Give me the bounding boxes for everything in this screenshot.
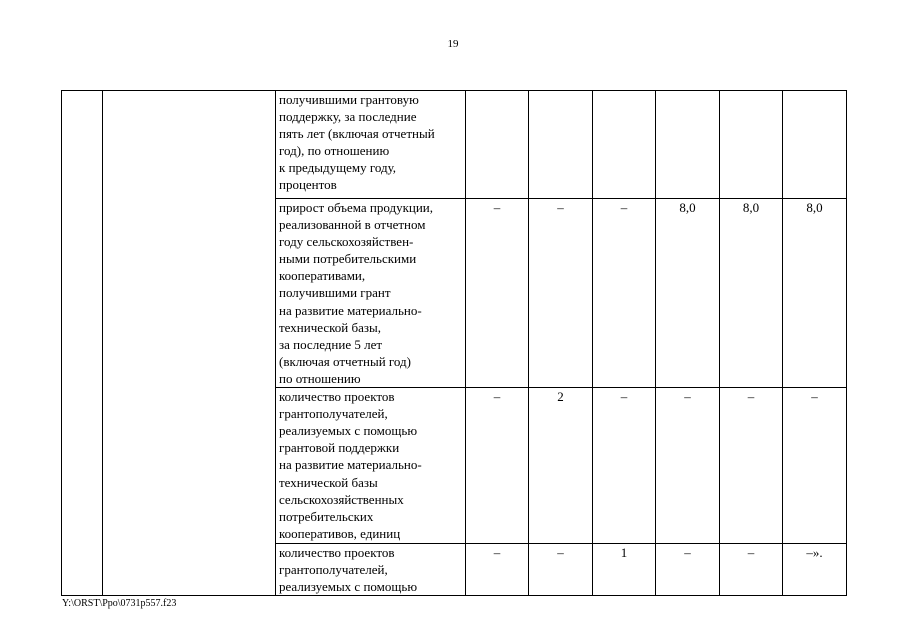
description-line: грантовой поддержки xyxy=(279,440,400,456)
description-line: получившими грант xyxy=(279,285,391,301)
description-line: пять лет (включая отчетный xyxy=(279,126,435,142)
value-cell: – xyxy=(466,544,529,596)
value-cell: – xyxy=(783,388,847,544)
description-line: реализуемых с помощью xyxy=(279,579,418,595)
value-cell: – xyxy=(466,199,529,388)
description-line: году сельскохозяйствен- xyxy=(279,234,414,250)
description-line: кооперативов, единиц xyxy=(279,525,401,541)
value-cell xyxy=(656,91,720,199)
description-line: количество проектов xyxy=(279,389,395,405)
value-cell: – xyxy=(466,388,529,544)
indicators-table xyxy=(61,90,847,596)
value-cell: 8,0 xyxy=(783,199,847,388)
indicator-description xyxy=(276,91,466,199)
description-line: количество проектов xyxy=(279,545,395,561)
description-line: процентов xyxy=(279,177,337,193)
indicator-description xyxy=(276,544,466,596)
value-cell xyxy=(466,91,529,199)
table-row xyxy=(62,91,847,199)
value-cell xyxy=(593,91,656,199)
description-line: кооперативами, xyxy=(279,268,366,284)
page-number: 19 xyxy=(447,38,459,50)
value-cell: –». xyxy=(783,544,847,596)
value-cell: 2 xyxy=(529,388,593,544)
value-cell: – xyxy=(593,199,656,388)
description-line: сельскохозяйственных xyxy=(279,491,404,507)
description-line: реализованной в отчетном xyxy=(279,217,426,233)
description-line: технической базы xyxy=(279,474,378,490)
description-line: реализуемых с помощью xyxy=(279,423,418,439)
description-line: к предыдущему году, xyxy=(279,160,397,176)
description-line: год), по отношению xyxy=(279,143,390,159)
description-line: прирост объема продукции, xyxy=(279,200,434,215)
value-cell: – xyxy=(656,544,720,596)
value-cell: 8,0 xyxy=(720,199,783,388)
value-cell: 8,0 xyxy=(656,199,720,388)
value-cell xyxy=(529,91,593,199)
description-line: технической базы, xyxy=(279,319,381,335)
value-cell xyxy=(720,91,783,199)
value-cell: – xyxy=(720,544,783,596)
description-line: потребительских xyxy=(279,508,374,524)
value-cell xyxy=(783,91,847,199)
description-line: (включая отчетный год) xyxy=(279,353,411,369)
description-line: за последние 5 лет xyxy=(279,336,383,352)
value-cell: – xyxy=(720,388,783,544)
empty-cell-col-2 xyxy=(103,91,276,596)
description-line: грантополучателей, xyxy=(279,406,388,422)
value-cell: – xyxy=(529,199,593,388)
description-line: поддержку, за последние xyxy=(279,109,417,125)
value-cell: – xyxy=(656,388,720,544)
table-body xyxy=(62,91,847,596)
value-cell: – xyxy=(593,388,656,544)
indicator-description xyxy=(276,388,466,544)
description-line: на развитие материально- xyxy=(279,302,422,318)
description-line: получившими грантовую xyxy=(279,92,419,107)
description-line: ными потребительскими xyxy=(279,251,417,267)
footer-file-path: Y:\ORST\Ppo\0731p557.f23 xyxy=(62,598,177,609)
description-line: на развитие материально- xyxy=(279,457,422,473)
description-line: по отношению xyxy=(279,370,361,386)
value-cell: – xyxy=(529,544,593,596)
empty-cell-col-1 xyxy=(62,91,103,596)
indicator-description xyxy=(276,199,466,388)
description-line: грантополучателей, xyxy=(279,562,388,578)
value-cell: 1 xyxy=(593,544,656,596)
